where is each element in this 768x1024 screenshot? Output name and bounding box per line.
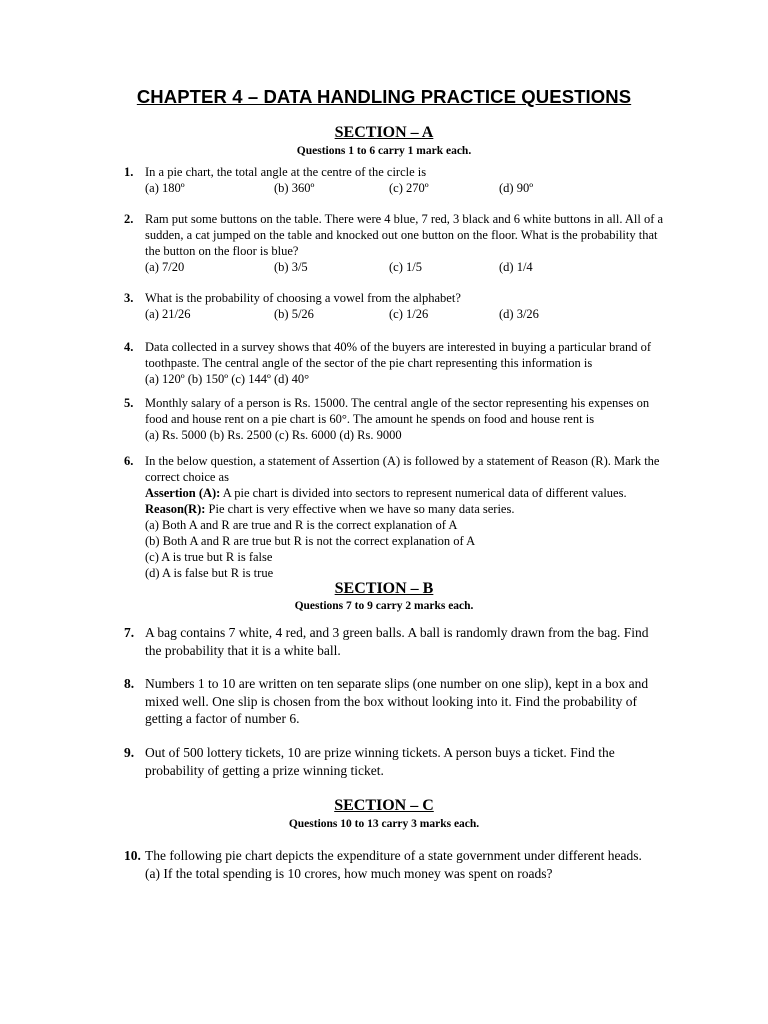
question-number: 3. — [124, 291, 134, 305]
question-number: 9. — [124, 745, 135, 760]
page-title: CHAPTER 4 – DATA HANDLING PRACTICE QUESTIONS — [136, 86, 632, 107]
question-text-line-1: Out of 500 lottery tickets, 10 are prize winning tickets. A person buys a ticket. Find the — [145, 745, 615, 760]
question-text: What is the probability of choosing a vowel from the alphabet? — [145, 291, 461, 305]
question-text-line-2: (a) If the total spending is 10 crores, how much money was spent on roads? — [145, 865, 553, 881]
question-number: 6. — [124, 454, 134, 468]
options-line: (a) 120º (b) 150º (c) 144º (d) 40° — [145, 372, 310, 386]
section-b-heading: SECTION – B — [334, 580, 434, 597]
question-text-line-1: A bag contains 7 white, 4 red, and 3 green balls. A ball is randomly drawn from the bag. Find — [145, 625, 649, 640]
question-6 — [124, 453, 664, 581]
question-text-line-2: toothpaste. The central angle of the sector of the pie chart representing this information is — [145, 356, 593, 370]
options-row — [145, 180, 664, 196]
reason-text: Pie chart is very effective when we have so many data series. — [205, 502, 515, 516]
option-d: (d) 1/4 — [499, 260, 533, 274]
question-text-line-1: Numbers 1 to 10 are written on ten separate slips (one number on one slip), kept in a box and — [145, 676, 649, 691]
question-number: 8. — [124, 676, 135, 691]
options-row — [145, 306, 664, 322]
question-text-line-1: In the below question, a statement of Assertion (A) is followed by a statement of Reason (R). Mark the — [145, 454, 660, 468]
option-b: (b) Both A and R are true but R is not the correct explanation of A — [145, 534, 476, 548]
section-a-subheading: Questions 1 to 6 carry 1 mark each. — [296, 145, 472, 157]
option-a: (a) Both A and R are true and R is the correct explanation of A — [145, 518, 458, 532]
question-text-line-2: correct choice as — [145, 470, 229, 484]
question-text-line-1: Data collected in a survey shows that 40% of the buyers are interested in buying a particular brand of — [145, 340, 652, 354]
option-d: (d) 3/26 — [499, 307, 539, 321]
question-text-line-1: Ram put some buttons on the table. There were 4 blue, 7 red, 3 black and 6 white buttons in all. All of a — [145, 212, 664, 226]
option-c: (c) 1/5 — [389, 260, 422, 274]
question-text-line-1: Monthly salary of a person is Rs. 15000. The central angle of the sector representing his expenses on — [145, 396, 650, 410]
question-number: 1. — [124, 165, 134, 179]
reason-label: Reason(R): — [145, 502, 206, 516]
option-c: (c) A is true but R is false — [145, 550, 273, 564]
question-text-line-2: food and house rent on a pie chart is 60°. The amount he spends on food and house rent is — [145, 412, 595, 426]
question-3 — [124, 290, 664, 322]
reason-line — [145, 501, 664, 517]
question-2 — [124, 211, 664, 275]
question-text-line-3: getting a factor of number 6. — [145, 711, 300, 726]
question-text-line-2: the probability that it is a white ball. — [145, 642, 341, 658]
option-a: (a) 180º — [145, 181, 185, 195]
question-text: In a pie chart, the total angle at the centre of the circle is — [145, 165, 427, 179]
question-4 — [124, 339, 664, 387]
question-text-line-1: The following pie chart depicts the expenditure of a state government under different heads. — [145, 848, 642, 863]
assertion-text: A pie chart is divided into sectors to represent numerical data of different values. — [220, 486, 627, 500]
question-5 — [124, 395, 664, 443]
question-8 — [124, 675, 664, 728]
option-c: (c) 1/26 — [389, 307, 429, 321]
question-number: 2. — [124, 212, 134, 226]
question-7 — [124, 624, 664, 659]
option-d: (d) 90º — [499, 181, 534, 195]
option-b: (b) 3/5 — [274, 260, 308, 274]
section-c-subheading: Questions 10 to 13 carry 3 marks each. — [288, 818, 480, 830]
question-number: 7. — [124, 625, 135, 640]
assertion-label: Assertion (A): — [145, 486, 221, 500]
options-row — [145, 259, 664, 275]
section-b-subheading: Questions 7 to 9 carry 2 marks each. — [294, 600, 474, 612]
question-10 — [124, 847, 664, 882]
question-text-line-2: mixed well. One slip is chosen from the box without looking into it. Find the probability of — [145, 693, 637, 709]
option-a: (a) 21/26 — [145, 307, 191, 321]
option-b: (b) 5/26 — [274, 307, 314, 321]
assertion-line — [145, 485, 664, 501]
question-number: 4. — [124, 340, 134, 354]
question-text-line-2: probability of getting a prize winning ticket. — [145, 762, 384, 778]
option-d: (d) A is false but R is true — [145, 566, 274, 580]
options-line: (a) Rs. 5000 (b) Rs. 2500 (c) Rs. 6000 (d) Rs. 9000 — [145, 428, 402, 442]
question-9 — [124, 744, 664, 779]
question-number: 10. — [124, 848, 141, 863]
question-1 — [124, 164, 664, 196]
option-a: (a) 7/20 — [145, 260, 185, 274]
question-text-line-2: sudden, a cat jumped on the table and knocked out one button on the floor. What is the probability that — [145, 228, 658, 242]
section-c-heading: SECTION – C — [334, 797, 434, 814]
question-text-line-3: the button on the floor is blue? — [145, 244, 299, 258]
section-a-heading: SECTION – A — [334, 124, 434, 141]
question-number: 5. — [124, 396, 134, 410]
option-c: (c) 270º — [389, 181, 429, 195]
option-b: (b) 360º — [274, 181, 315, 195]
